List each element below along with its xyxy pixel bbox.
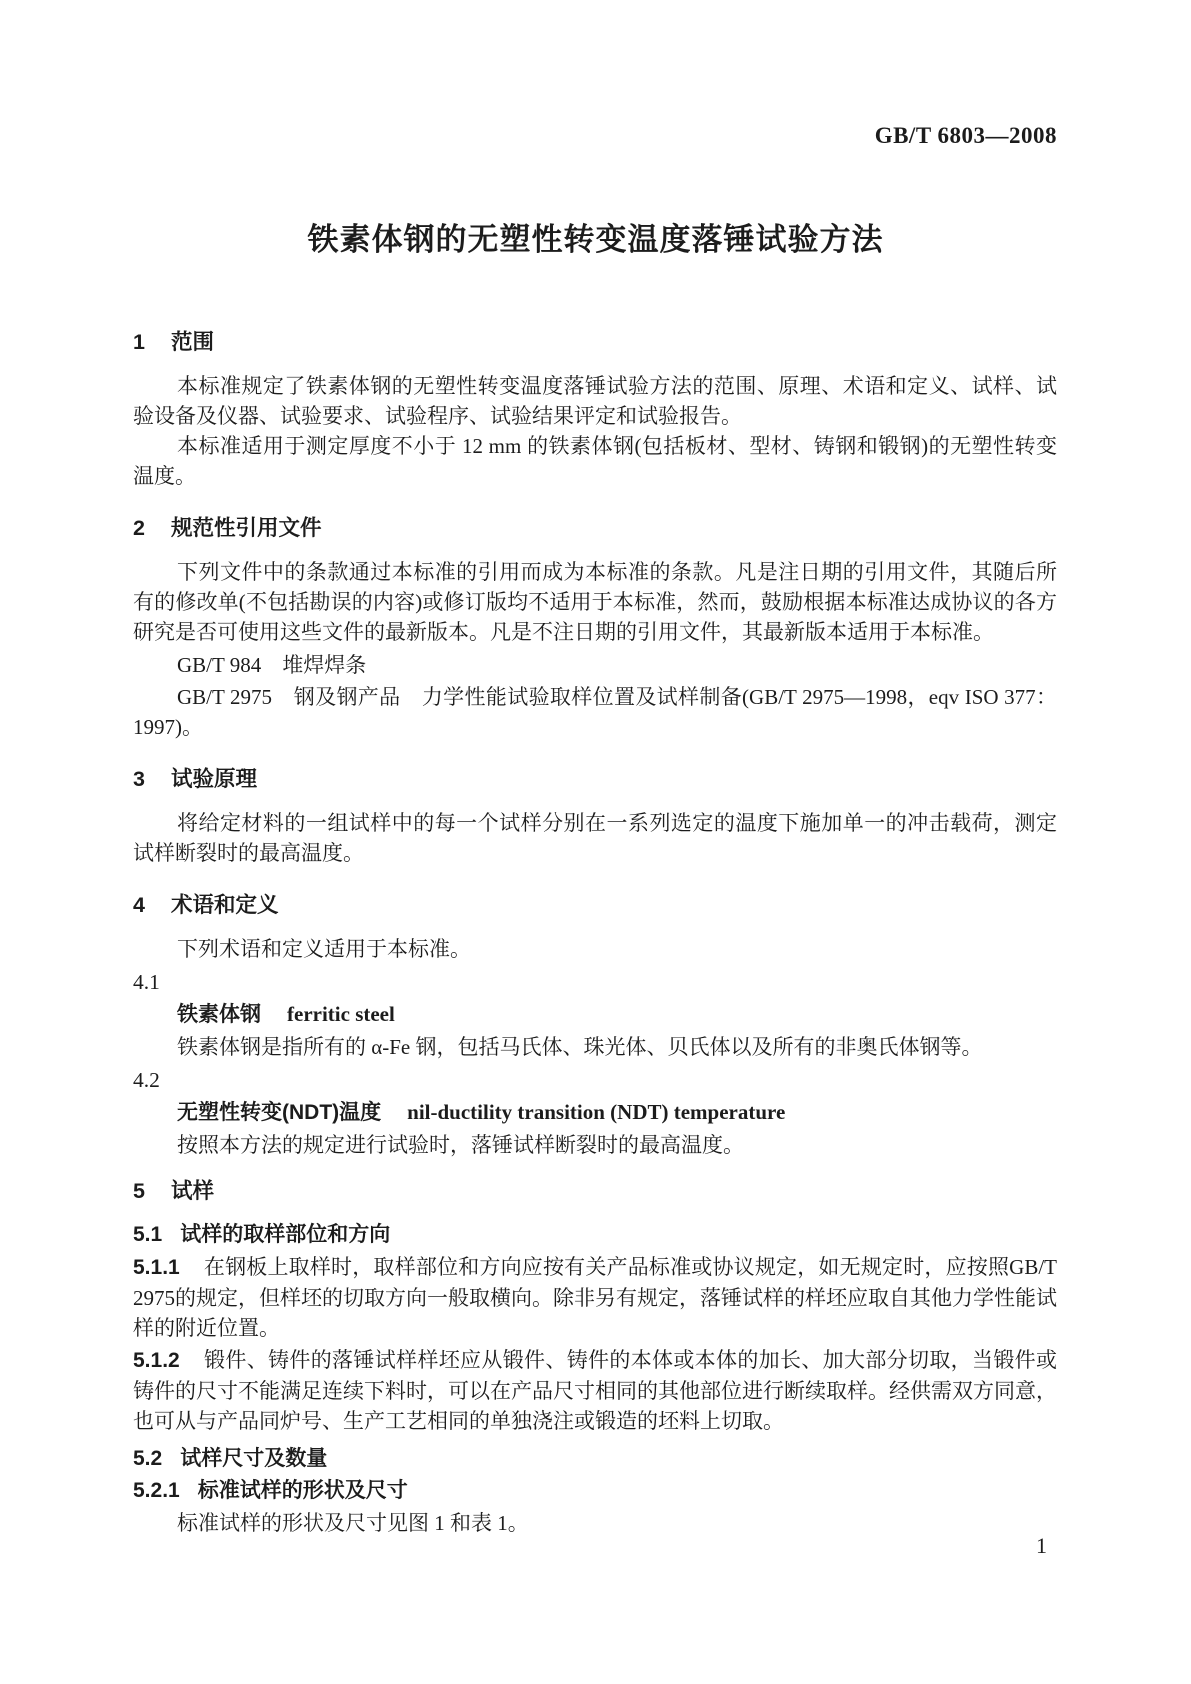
terms-intro-paragraph: 下列术语和定义适用于本标准。 (177, 937, 471, 961)
clause-5-2-title: 试样尺寸及数量 (180, 1447, 328, 1470)
normative-references-paragraph: 下列文件中的条款通过本标准的引用而成为本标准的条款。凡是注日期的引用文件，其随后所有的修改单(不包括勘误的内容)或修订版均不适用于本标准，然而，鼓励根据本标准达成协议的各方研究是否可使用这些文件的最新版本。凡是不注日期的引用文件，其最新版本适用于本标准。 (133, 560, 1057, 644)
section-4-title: 术语和定义 (170, 893, 279, 917)
section-4-heading (133, 890, 1057, 920)
clause-5-1-1-text: 在钢板上取样时，取样部位和方向应按有关产品标准或协议规定，如无规定时，应按照GB/T 2975的规定，但样坯的切取方向一般取横向。除非另有规定，落锤试样的样坯应取自其他力学性能试样的附近位置。 (133, 1255, 1057, 1340)
clause-5-1-number: 5.1 (133, 1223, 163, 1246)
reference-gbt984: GB/T 984 堆焊焊条 (177, 653, 367, 677)
clause-5-2-number: 5.2 (133, 1447, 163, 1470)
section-5-heading (133, 1176, 1057, 1206)
clause-5-2-heading (133, 1444, 1057, 1474)
clause-5-2-1-title: 标准试样的形状及尺寸 (197, 1479, 408, 1502)
term-4-2-zh: 无塑性转变(NDT)温度 (177, 1101, 382, 1124)
section-4-number: 4 (133, 893, 145, 917)
reference-gbt2975: GB/T 2975 钢及钢产品 力学性能试验取样位置及试样制备(GB/T 2975—1998，eqv ISO 377：1997)。 (133, 685, 1057, 739)
clause-5-1-2 (133, 1345, 1057, 1436)
section-2-title: 规范性引用文件 (170, 516, 322, 540)
clause-4-2-number: 4.2 (133, 1068, 160, 1092)
document-title: 铁素体钢的无塑性转变温度落锤试验方法 (307, 222, 884, 257)
clause-5-1-2-number: 5.1.2 (133, 1349, 180, 1372)
section-3-number: 3 (133, 767, 145, 791)
document-body (133, 313, 1057, 1538)
section-1-title: 范围 (170, 330, 214, 354)
term-4-2-en: nil-ductility transition (NDT) temperature (407, 1100, 786, 1124)
term-4-2 (133, 1097, 1057, 1128)
clause-5-2-1-heading (133, 1476, 1057, 1506)
clause-5-1-1-number: 5.1.1 (133, 1256, 180, 1279)
scope-paragraph-1: 本标准规定了铁素体钢的无塑性转变温度落锤试验方法的范围、原理、术语和定义、试样、试验设备及仪器、试验要求、试验程序、试验结果评定和试验报告。 (133, 374, 1057, 428)
test-principle-paragraph: 将给定材料的一组试样中的每一个试样分别在一系列选定的温度下施加单一的冲击载荷，测定试样断裂时的最高温度。 (133, 811, 1057, 865)
clause-5-1-heading (133, 1220, 1057, 1250)
clause-5-1-1 (133, 1252, 1057, 1343)
clause-5-2-1-paragraph: 标准试样的形状及尺寸见图 1 和表 1。 (177, 1511, 529, 1535)
term-4-1-definition: 铁素体钢是指所有的 α-Fe 钢，包括马氏体、珠光体、贝氏体以及所有的非奥氏体钢等。 (177, 1035, 983, 1059)
term-4-1-en: ferritic steel (287, 1002, 395, 1026)
term-4-1-zh: 铁素体钢 (177, 1003, 261, 1026)
section-5-title: 试样 (170, 1179, 214, 1203)
standard-number: GB/T 6803—2008 (874, 123, 1057, 148)
clause-5-1-2-text: 锻件、铸件的落锤试样样坯应从锻件、铸件的本体或本体的加长、加大部分切取，当锻件或铸件的尺寸不能满足连续下料时，可以在产品尺寸相同的其他部位进行断续取样。经供需双方同意，也可从与产品同炉号、生产工艺相同的单独浇注或锻造的坯料上切取。 (133, 1348, 1057, 1433)
scope-paragraph-2: 本标准适用于测定厚度不小于 12 mm 的铁素体钢(包括板材、型材、铸钢和锻钢)的无塑性转变温度。 (133, 434, 1057, 488)
clause-4-1-number: 4.1 (133, 970, 160, 994)
section-2-heading (133, 513, 1057, 543)
term-4-2-definition: 按照本方法的规定进行试验时，落锤试样断裂时的最高温度。 (177, 1133, 744, 1157)
section-3-title: 试验原理 (170, 767, 257, 791)
clause-5-1-title: 试样的取样部位和方向 (180, 1223, 391, 1246)
section-3-heading (133, 764, 1057, 794)
section-5-number: 5 (133, 1179, 145, 1203)
section-1-heading (133, 327, 1057, 357)
page-number: 1 (1036, 1533, 1047, 1558)
clause-5-2-1-number: 5.2.1 (133, 1479, 180, 1502)
section-2-number: 2 (133, 516, 145, 540)
section-1-number: 1 (133, 330, 145, 354)
term-4-1 (133, 999, 1057, 1030)
